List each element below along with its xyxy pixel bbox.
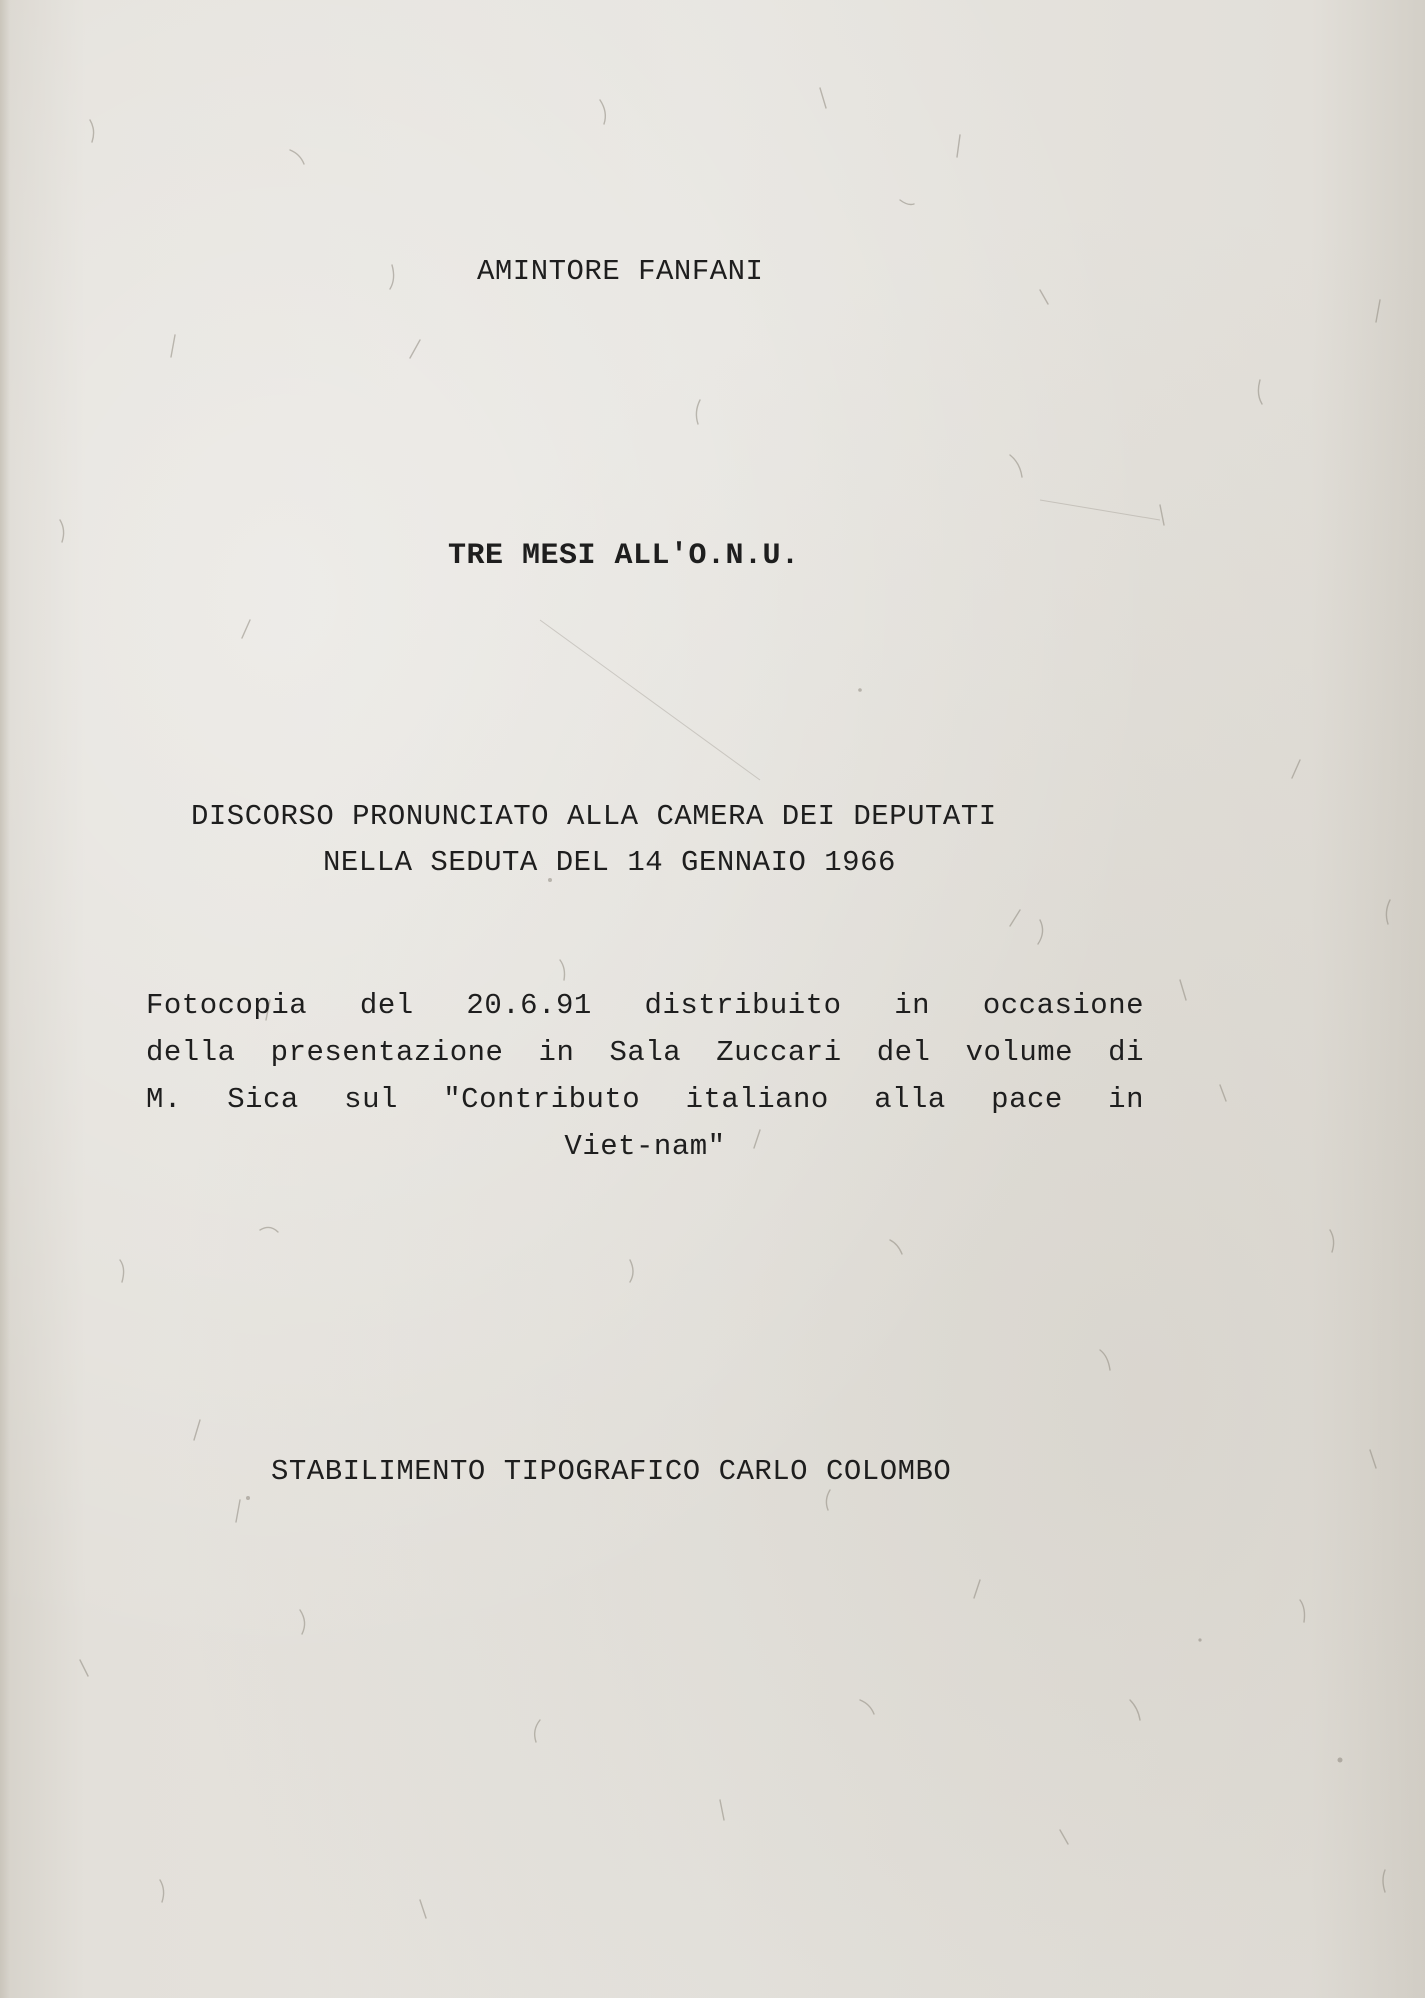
note-line-1: Fotocopia del 20.6.91 distribuito in occasione: [146, 989, 1144, 1022]
note-line-3: M. Sica sul "Contributo italiano alla pace in: [146, 1083, 1144, 1116]
note-line-4: Viet-nam": [564, 1130, 726, 1163]
photocopy-note: [146, 982, 1144, 1170]
printer-name: STABILIMENTO TIPOGRAFICO CARLO COLOMBO: [271, 1455, 952, 1488]
document-title: TRE MESI ALL'O.N.U.: [448, 539, 800, 573]
author-name: AMINTORE FANFANI: [477, 255, 764, 288]
speech-description-line-2: NELLA SEDUTA DEL 14 GENNAIO 1966: [323, 846, 896, 879]
note-line-2: della presentazione in Sala Zuccari del volume di: [146, 1036, 1144, 1069]
speech-description-line-1: DISCORSO PRONUNCIATO ALLA CAMERA DEI DEPUTATI: [191, 800, 997, 833]
page-edge-shadow: [0, 0, 10, 1998]
